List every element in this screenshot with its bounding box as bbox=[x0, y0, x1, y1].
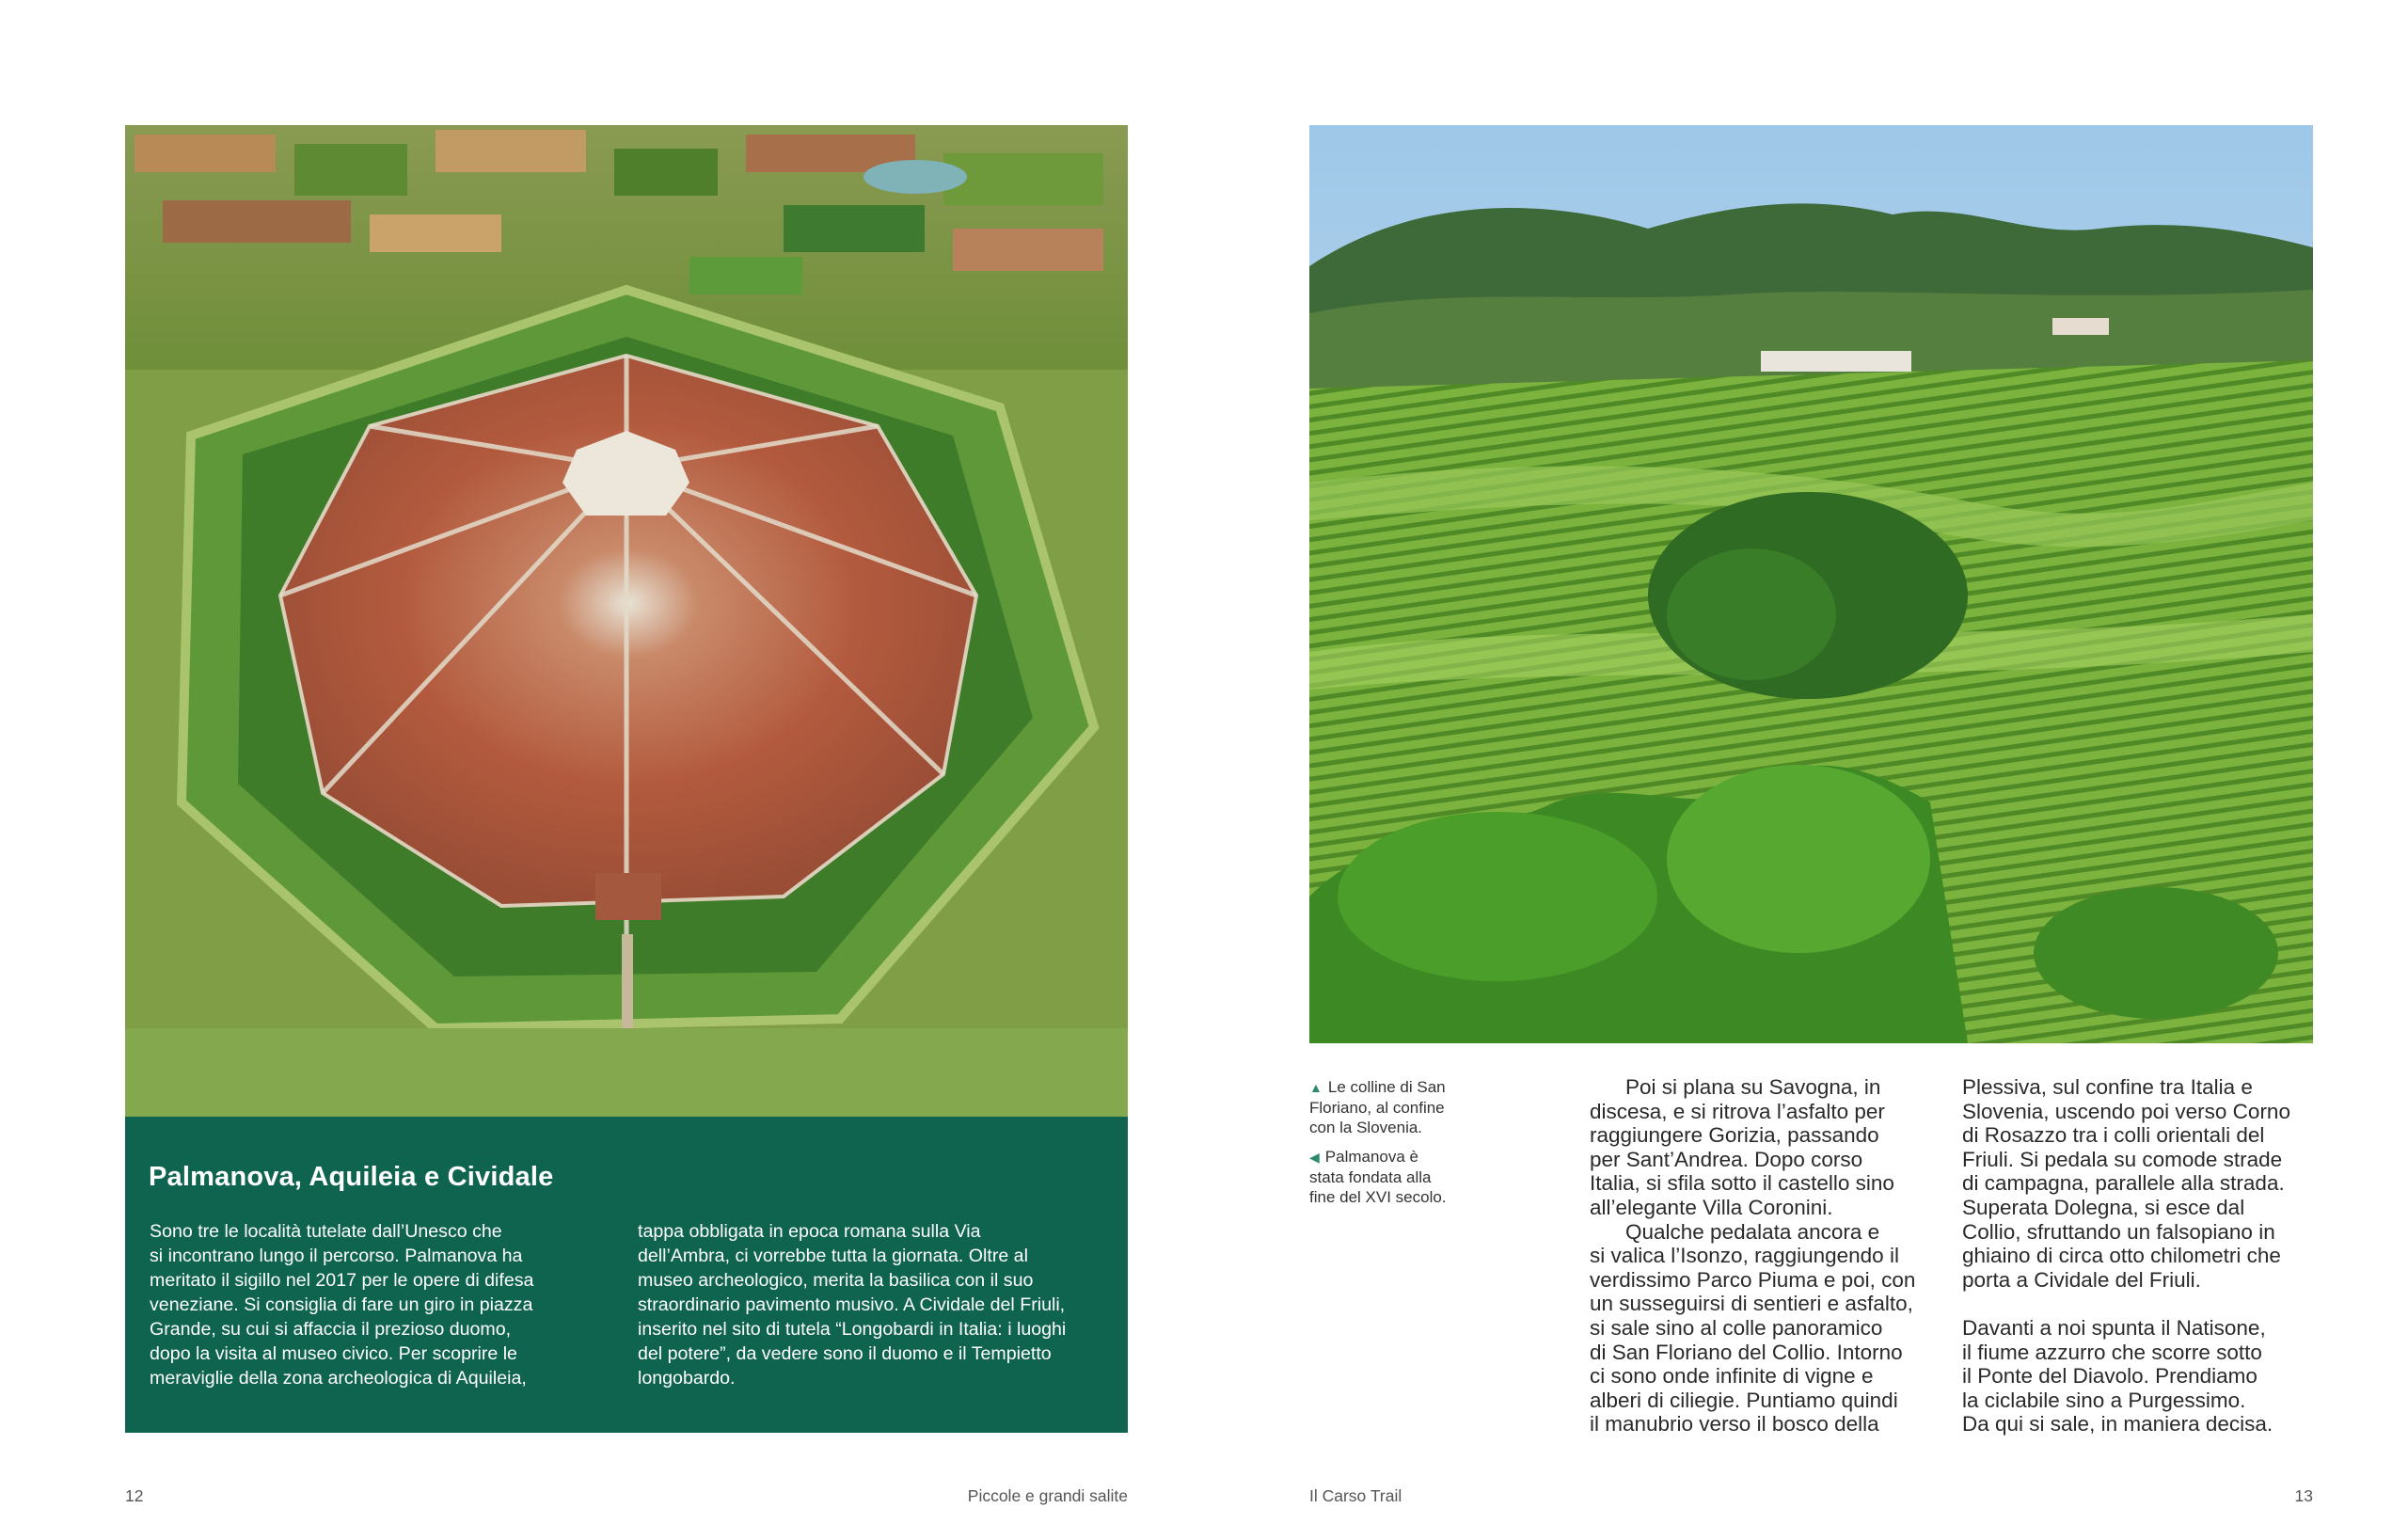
running-title-left: Piccole e grandi salite bbox=[967, 1486, 1128, 1505]
palmanova-aerial-illustration bbox=[125, 125, 1128, 1117]
caption-line: stata fondata alla bbox=[1309, 1168, 1432, 1186]
photo-captions bbox=[1309, 1077, 1479, 1216]
page-number-right: 13 bbox=[2294, 1486, 2313, 1505]
text-line: il manubrio verso il bosco della bbox=[1590, 1412, 1879, 1437]
caption-line: Palmanova è bbox=[1324, 1148, 1419, 1166]
vineyard-hills-photo bbox=[1309, 125, 2313, 1043]
sidebar-column-1 bbox=[150, 1219, 582, 1390]
text-line: ghiaino di circa otto chilometri che bbox=[1962, 1244, 2281, 1268]
caption-line: fine del XVI secolo. bbox=[1309, 1188, 1447, 1206]
text-line: straordinario pavimento musivo. A Cividale del Friuli, bbox=[638, 1294, 1066, 1315]
text-line: Grande, su cui si affaccia il prezioso duomo, bbox=[150, 1319, 512, 1340]
text-line: alberi di ciliegie. Puntiamo quindi bbox=[1590, 1388, 1898, 1412]
text-line: un susseguirsi di sentieri e asfalto, bbox=[1590, 1292, 1913, 1316]
text-line: Qualche pedalata ancora e bbox=[1625, 1219, 1880, 1244]
text-line: di Rosazzo tra i colli orientali del bbox=[1962, 1123, 2265, 1148]
text-line: Slovenia, uscendo poi verso Corno bbox=[1962, 1099, 2290, 1123]
text-line: per Sant’Andrea. Dopo corso bbox=[1590, 1147, 1863, 1171]
text-line: Italia, si sfila sotto il castello sino bbox=[1590, 1171, 1894, 1196]
caption-vineyards bbox=[1309, 1077, 1479, 1137]
vineyard-illustration bbox=[1309, 125, 2313, 1043]
text-line: Sono tre le località tutelate dall’Unesco che bbox=[150, 1221, 502, 1242]
left-arrow-icon: ◀ bbox=[1309, 1150, 1320, 1165]
caption-palmanova bbox=[1309, 1147, 1479, 1207]
body-text-column-2 bbox=[1962, 1075, 2315, 1437]
caption-line: Le colline di San bbox=[1327, 1078, 1446, 1096]
text-line: di San Floriano del Collio. Intorno bbox=[1590, 1340, 1903, 1364]
text-line: dopo la visita al museo civico. Per scoprire le bbox=[150, 1343, 517, 1364]
text-line: inserito nel sito di tutela “Longobardi in Italia: i luoghi bbox=[638, 1319, 1067, 1340]
text-line: si incontrano lungo il percorso. Palmanova ha bbox=[150, 1246, 523, 1266]
paragraph bbox=[1590, 1075, 1942, 1100]
text-line: veneziane. Si consiglia di fare un giro in piazza bbox=[150, 1294, 533, 1315]
palmanova-aerial-photo bbox=[125, 125, 1128, 1117]
paragraph bbox=[1590, 1220, 1942, 1245]
text-line: meritato il sigillo nel 2017 per le opere di difesa bbox=[150, 1270, 534, 1291]
text-line: Collio, sfruttando un falsopiano in bbox=[1962, 1219, 2275, 1244]
text-line: longobardo. bbox=[638, 1368, 736, 1389]
text-line: la ciclabile sino a Purgessimo. bbox=[1962, 1388, 2246, 1412]
text-line: raggiungere Gorizia, passando bbox=[1590, 1123, 1879, 1148]
text-line: si sale sino al colle panoramico bbox=[1590, 1315, 1883, 1340]
text-line: verdissimo Parco Piuma e poi, con bbox=[1590, 1267, 1916, 1292]
text-line: Friuli. Si pedala su comode strade bbox=[1962, 1147, 2283, 1171]
text-line: museo archeologico, merita la basilica con il suo bbox=[638, 1270, 1034, 1291]
caption-line: Floriano, al confine bbox=[1309, 1099, 1445, 1117]
text-line: dell’Ambra, ci vorrebbe tutta la giornata. Oltre al bbox=[638, 1246, 1028, 1266]
paragraph bbox=[1962, 1316, 2315, 1437]
text-line: meraviglie della zona archeologica di Aquileia, bbox=[150, 1368, 527, 1389]
page-number-left: 12 bbox=[125, 1486, 144, 1505]
running-title-right: Il Carso Trail bbox=[1309, 1486, 1402, 1505]
text-line: ci sono onde infinite di vigne e bbox=[1590, 1364, 1874, 1389]
up-arrow-icon: ▲ bbox=[1309, 1080, 1323, 1095]
text-line: Plessiva, sul confine tra Italia e bbox=[1962, 1075, 2253, 1099]
caption-line: con la Slovenia. bbox=[1309, 1119, 1423, 1136]
text-line: discesa, e si ritrova l’asfalto per bbox=[1590, 1099, 1885, 1123]
body-text-column-1 bbox=[1590, 1075, 1942, 1437]
sidebar-title: Palmanova, Aquileia e Cividale bbox=[149, 1162, 554, 1192]
text-line: si valica l’Isonzo, raggiungendo il bbox=[1590, 1244, 1899, 1268]
sidebar-column-2 bbox=[638, 1219, 1070, 1390]
text-line: Superata Dolegna, si esce dal bbox=[1962, 1195, 2245, 1219]
text-line: di campagna, parallele alla strada. bbox=[1962, 1171, 2285, 1196]
text-line: del potere”, da vedere sono il duomo e il Tempietto bbox=[638, 1343, 1052, 1364]
unesco-sidebar-box bbox=[125, 1117, 1128, 1433]
text-line: porta a Cividale del Friuli. bbox=[1962, 1267, 2201, 1292]
text-line: all’elegante Villa Coronini. bbox=[1590, 1195, 1833, 1219]
text-line: Davanti a noi spunta il Natisone, bbox=[1962, 1315, 2266, 1340]
text-line: tappa obbligata in epoca romana sulla Via bbox=[638, 1221, 981, 1242]
text-line: Poi si plana su Savogna, in bbox=[1625, 1075, 1881, 1099]
text-line: il fiume azzurro che scorre sotto bbox=[1962, 1340, 2262, 1364]
text-line: il Ponte del Diavolo. Prendiamo bbox=[1962, 1364, 2258, 1389]
text-line: Da qui si sale, in maniera decisa. bbox=[1962, 1412, 2273, 1437]
